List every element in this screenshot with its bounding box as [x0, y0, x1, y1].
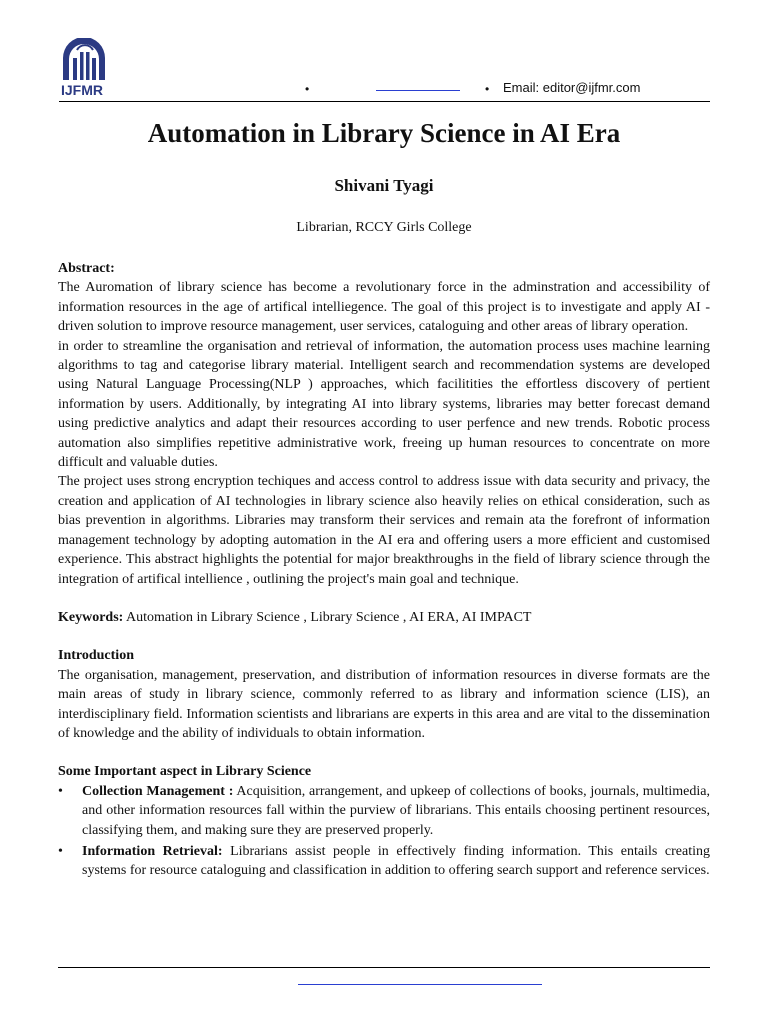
paper-author: Shivani Tyagi: [334, 176, 434, 195]
footer-link[interactable]: [298, 984, 542, 985]
introduction-paragraph: The organisation, management, preservation, and distribution of information resources in diverse formats are the main areas of study in library science, commonly referred to as library and information science (LIS), an interdisciplinary field. Information scientists and librarians are experts in this area and are vital to the dissemination of knowledge and the ability of individuals to obtain information.: [58, 667, 710, 741]
aspects-list: [58, 782, 710, 881]
footer-divider: [58, 967, 710, 968]
aspect-text: Acquisition, arrangement, and upkeep of collections of books, journals, multimedia, and other information resources fall within the purview of librarians. This entails choosing pertinent resources, classifying them, and making sure they are preserved properly.: [82, 783, 710, 838]
list-item: [58, 782, 710, 840]
aspects-heading: Some Important aspect in Library Science: [58, 764, 312, 780]
header-email[interactable]: Email: editor@ijfmr.com: [503, 80, 641, 95]
page-header: [59, 38, 710, 102]
list-item: [58, 842, 710, 881]
aspect-term: Collection Management :: [82, 783, 234, 799]
paper-title: Automation in Library Science in AI Era: [147, 118, 621, 148]
abstract-paragraph: The project uses strong encryption techiques and access control to address issue with data security and privacy, the creation and application of AI technologies in library science also heavily relies on ethical consideration, such as bias prevention in algorithms. Libraries may transform their services and remain ata the forefront of information management technology by adopting automation in the AI era and offering users a more efficient and customised experience. This abstract highlights the potential for major breakthroughs in the field of library science through the integration of artifical intellience , outlining the project's main goal and technique.: [58, 474, 710, 587]
abstract-heading: Abstract:: [58, 261, 115, 276]
introduction-heading: Introduction: [58, 648, 134, 664]
header-bullet: •: [305, 82, 310, 96]
header-divider: [59, 101, 710, 102]
bullet: •: [58, 843, 63, 859]
abstract-paragraph: in order to streamline the organisation and retrieval of information, the automation process uses machine learning algorithms to tag and categorise library material. Intelligent search and recommendation systems are developed using Natural Language Processing(NLP ) approaches, which facilitities the effortless discovery of pertient information by users. Additionally, by integrating AI into library systems, libraries may better forecast demand using predictive analytics and adapt their resources according to user perfence and new trends. Robotic process automation also simplifies repetitive administrative work, freeing up human resources to concentrate on more difficult and valuable duties.: [58, 338, 710, 471]
paper-body: [58, 259, 710, 883]
author-affiliation: Librarian, RCCY Girls College: [296, 220, 472, 235]
aspect-term: Information Retrieval:: [82, 843, 223, 859]
header-website-link[interactable]: [376, 90, 460, 91]
logo-text: IJFMR: [61, 82, 103, 98]
bullet: •: [58, 783, 63, 799]
keywords-text: Automation in Library Science , Library Science , AI ERA, AI IMPACT: [123, 609, 532, 625]
aspect-text: Librarians assist people in effectively finding information. This entails creating systems for resource cataloguing and classification in addition to offering search support and reference services.: [82, 843, 710, 879]
header-bullet: •: [485, 82, 490, 96]
keywords: [58, 608, 710, 627]
abstract-paragraph: The Auromation of library science has become a revolutionary force in the adminstration and accessibility of information resources in the age of artifical intelliegence. The goal of this project is to investigate and apply AI -driven solution to improve resource management, user services, cataloguing and other areas of library operation.: [58, 280, 710, 335]
keywords-label: Keywords:: [58, 609, 124, 625]
